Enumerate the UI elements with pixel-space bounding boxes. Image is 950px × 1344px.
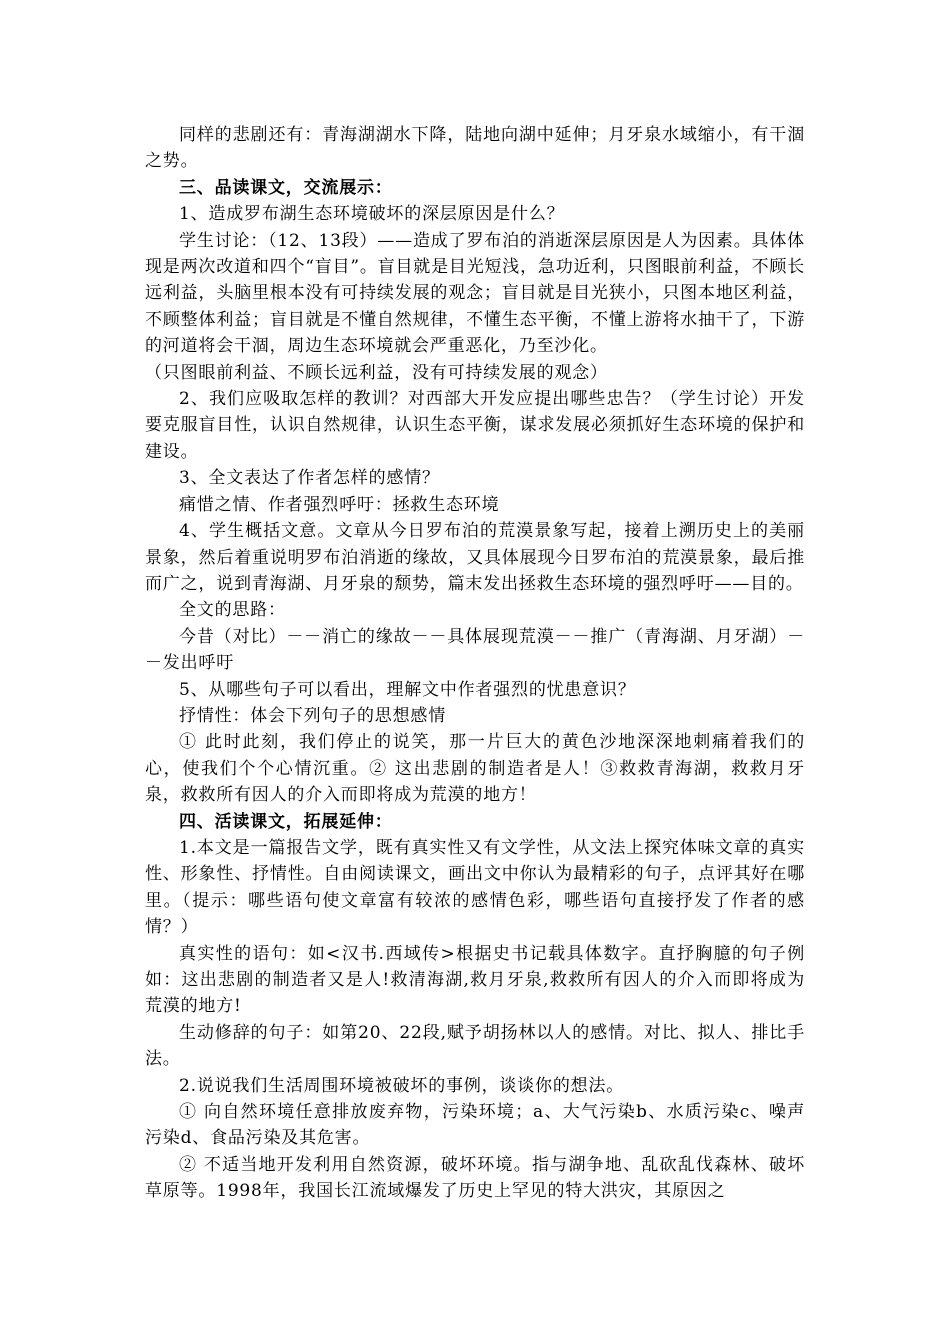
- authenticity-sentences: 真实性的语句：如<汉书.西域传>根据史书记载具体数字。直抒胸臆的句子例如：这出悲剧的制造者又是人!救清海湖,救月牙泉,救救所有因人的介入而即将成为荒漠的地方!: [145, 943, 805, 1017]
- section-heading-3: 三、品读课文，交流展示：: [179, 177, 393, 198]
- pollution-point-2: ② 不适当地开发利用自然资源，破坏环境。指与湖争地、乱砍乱伐森林、破坏草原等。1998年，我国长江流域爆发了历史上罕见的特大洪灾，其原因之: [145, 1154, 805, 1202]
- extension-task-1: 1.本文是一篇报告文学，既有真实性又有文学性，从文法上探究体味文章的真实性、形象性、抒情性。自由阅读课文，画出文中你认为最精彩的句子，点评其好在哪里。（提示：哪些语句使文章富有较浓的感情色彩，哪些语句直接抒发了作者的感情？）: [145, 837, 805, 938]
- paragraph-1: 同样的悲剧还有：青海湖湖水下降，陆地向湖中延伸；月牙泉水域缩小，有干涸之势。: [145, 125, 805, 172]
- answer-1: 学生讨论：（12、13段）——造成了罗布泊的消逝深层原因是人为因素。具体体现是两次改道和四个“盲目”。盲目就是目光短浅，急功近利，只图眼前利益，不顾长远利益，头脑里根本没有可持续发展的观念；盲目就是目光狭小，只图本地区利益，不顾整体利益；盲目就是不懂自然规律，不懂生态平衡，不懂上游将水抽干了，下游的河道将会干涸，周边生态环境就会严重恶化，乃至沙化。: [145, 230, 805, 357]
- pollution-point-1: ① 向自然环境任意排放废弃物，污染环境；a、大气污染b、水质污染c、噪声污染d、食品污染及其危害。: [145, 1102, 805, 1149]
- rhetoric-sentences: 生动修辞的句子：如第20、22段,赋予胡扬林以人的感情。对比、拟人、排比手法。: [145, 1022, 805, 1070]
- lyricism-label: 抒情性：体会下列句子的思想感情: [179, 705, 446, 726]
- question-3: 3、全文表达了作者怎样的感情？: [179, 468, 440, 489]
- answer-3: 痛惜之情、作者强烈呼吁：拯救生态环境: [179, 494, 500, 515]
- outline-text: 今昔（对比）－－消亡的缘故－－具体展现荒漠－－推广（青海湖、月牙湖）－－发出呼吁: [145, 626, 805, 674]
- question-4: 4、学生概括文意。文章从今日罗布泊的荒漠景象写起，接着上溯历史上的美丽景象，然后着重说明罗布泊消逝的缘故，又具体展现今日罗布泊的荒漠景象，最后推而广之，说到青海湖、月牙泉的颓势，篇末发出拯救生态环境的强烈呼吁——目的。: [145, 521, 805, 594]
- question-2: 2、我们应吸取怎样的教训？对西部大开发应提出哪些忠告？（学生讨论）开发要克服盲目性，认识自然规律，认识生态平衡，谋求发展必须抓好生态环境的保护和建设。: [145, 389, 805, 462]
- outline-label: 全文的思路：: [179, 600, 286, 621]
- lyricism-sentences: ① 此时此刻，我们停止的说笑，那一片巨大的黄色沙地深深地刺痛着我们的心，使我们个个心情沉重。② 这出悲剧的制造者是人！③救救青海湖，救救月牙泉，救救所有因人的介入而即将成为荒漠的地方！: [145, 732, 805, 806]
- answer-1-summary: （只图眼前利益、不顾长远利益，没有可持续发展的观念）: [145, 362, 608, 383]
- extension-task-2: 2.说说我们生活周围环境被破坏的事例，谈谈你的想法。: [179, 1075, 625, 1096]
- section-heading-4: 四、活读课文，拓展延伸：: [179, 811, 393, 832]
- document-page: [145, 122, 805, 1205]
- question-1: 1、造成罗布湖生态环境破坏的深层原因是什么？: [179, 204, 565, 225]
- question-5: 5、从哪些句子可以看出，理解文中作者强烈的忧患意识？: [179, 679, 636, 700]
